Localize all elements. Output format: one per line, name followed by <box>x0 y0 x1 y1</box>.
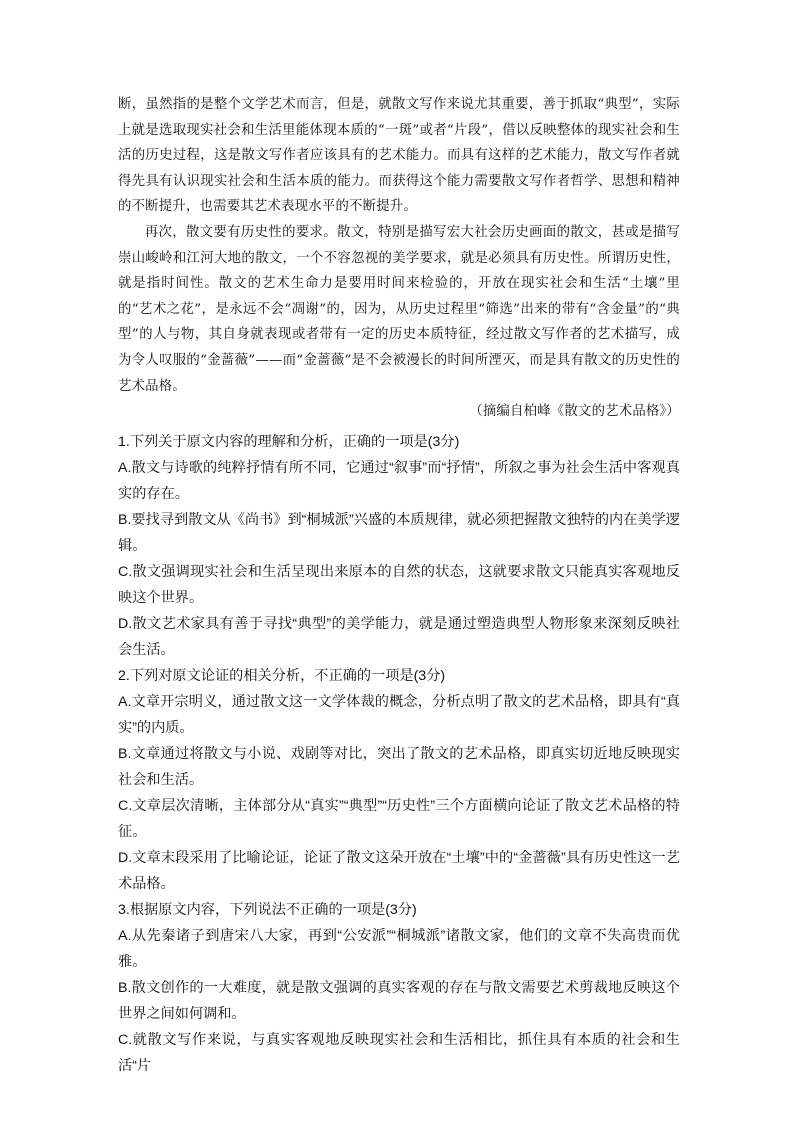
question-option: B.要找寻到散文从《尚书》到“桐城派”兴盛的本质规律，就必须把握散文独特的内在美学逻辑。 <box>118 511 680 554</box>
question-option: D.文章末段采用了比喻论证，论证了散文这朵开放在“土壤”中的“金蔷薇”具有历史性这一艺术品格。 <box>118 849 680 892</box>
question-list <box>118 429 680 1079</box>
question-option: D.散文艺术家具有善于寻找“典型”的美学能力，就是通过塑造典型人物形象来深刻反映社会生活。 <box>118 615 680 658</box>
document-page <box>118 92 680 1079</box>
passage-source: （摘编自柏峰《散文的艺术品格》） <box>469 404 680 420</box>
question-option: B.文章通过将散文与小说、戏剧等对比，突出了散文的艺术品格，即真实切近地反映现实社会和生活。 <box>118 745 680 788</box>
passage-paragraph: 再次，散文要有历史性的要求。散文，特别是描写宏大社会历史画面的散文，甚或是描写崇山峻岭和江河大地的散文，一个不容忽视的美学要求，就是必须具有历史性。所谓历史性，就是指时间性。散文的艺术生命力是要用时间来检验的，开放在现实社会和生活“土壤”里的“艺术之花”，是永远不会“凋谢”的，因为，从历史过程里“筛选”出来的带有“含金量”的“典型”的人与物，其自身就表现或者带有一定的历史本质特征，经过散文写作者的艺术描写，成为令人叹服的“金蔷薇”——而“金蔷薇”是不会被漫长的时间所湮灭，而是具有散文的历史性的艺术品格。 <box>118 224 680 394</box>
question-option: A.从先秦诸子到唐宋八大家，再到“公安派”“桐城派”诸散文家，他们的文章不失高贵而优雅。 <box>118 927 680 970</box>
question-2 <box>118 663 680 897</box>
passage-paragraph: 断，虽然指的是整个文学艺术而言，但是，就散文写作来说尤其重要，善于抓取“典型”，实际上就是选取现实社会和生活里能体现本质的“一斑”或者“片段”，借以反映整体的现实社会和生活的历史过程，这是散文写作者应该具有的艺术能力。而具有这样的艺术能力，散文写作者就得先具有认识现实社会和生活本质的能力。而获得这个能力需要散文写作者哲学、思想和精神的不断提升，也需要其艺术表现水平的不断提升。 <box>118 97 680 215</box>
question-option: B.散文创作的一大难度，就是散文强调的真实客观的存在与散文需要艺术剪裁地反映这个世界之间如何调和。 <box>118 979 680 1022</box>
reading-passage <box>118 92 680 425</box>
question-option: C.散文强调现实社会和生活呈现出来原本的自然的状态，这就要求散文只能真实客观地反映这个世界。 <box>118 563 680 606</box>
question-stem: 3.根据原文内容，下列说法不正确的一项是(3分) <box>118 901 417 918</box>
question-option: A.文章开宗明义，通过散文这一文学体裁的概念，分析点明了散文的艺术品格，即具有“真实”的内质。 <box>118 693 680 736</box>
question-option: C.就散文写作来说，与真实客观地反映现实社会和生活相比，抓住具有本质的社会和生活“片 <box>118 1031 680 1074</box>
question-option: C.文章层次清晰，主体部分从“真实”“典型”“历史性”三个方面横向论证了散文艺术品格的特征。 <box>118 797 680 840</box>
question-3 <box>118 897 680 1079</box>
question-1 <box>118 429 680 663</box>
question-option: A.散文与诗歌的纯粹抒情有所不同，它通过“叙事”而“抒情”，所叙之事为社会生活中客观真实的存在。 <box>118 459 680 502</box>
question-stem: 2.下列对原文论证的相关分析，不正确的一项是(3分) <box>118 667 446 684</box>
question-stem: 1.下列关于原文内容的理解和分析，正确的一项是(3分) <box>118 433 460 450</box>
